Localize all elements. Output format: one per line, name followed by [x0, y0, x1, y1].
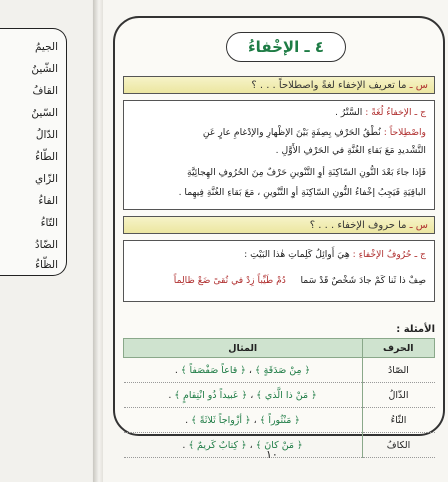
answer-line: [203, 127, 426, 138]
question-text: ما تعريف الإخفاء لغةً واصطلاحاً . . . ؟: [251, 80, 407, 91]
answer-line: فَإذا جاءَ بَعْدَ النُّونِ السّاكِنَةِ أوِ التَّنْوينِ حَرْفٌ مِنَ الحُرُوفِ الهِجائِيَّةِ: [187, 167, 426, 178]
answer-1-box: [123, 100, 435, 210]
answer-label: واصْطِلاحاً :: [383, 127, 426, 138]
verse-second-half: دُمْ طَيِّباً زِدْ في تُقىً ضَعْ ظالِماً: [173, 275, 286, 286]
answer-2-box: [123, 240, 435, 302]
row-examples: ﴿ مَنْثُوراً ﴾ ، ﴿ أزْواجاً ثَلاثَةً ﴾ .: [124, 408, 363, 433]
example-phrase: ﴿ مَنْثُوراً ﴾: [259, 414, 300, 426]
letter-item: الشّينُ: [31, 63, 58, 75]
letter-item: الدّالُ: [35, 129, 58, 141]
examples-heading: الأمثلة :: [396, 324, 435, 335]
letter-item: الزّاي: [34, 173, 58, 185]
table-row: [124, 358, 435, 383]
letter-item: الضّادُ: [34, 239, 58, 251]
question-label: س ـ: [409, 80, 428, 91]
table-row: [124, 433, 435, 458]
left-page: [0, 0, 92, 482]
row-letter: الكافُ: [362, 433, 435, 458]
row-examples: ﴿ مِنْ صَدَقَةٍ ﴾ ، ﴿ قاعاً صَفْصَفاً ﴾ .: [124, 358, 363, 383]
answer-label: ج ـ الإخفاءُ لُغَةً :: [365, 107, 426, 118]
row-examples: ﴿ مَنْ كانَ ﴾ ، ﴿ كِتابٌ كَريمٌ ﴾ .: [124, 433, 363, 458]
example-phrase: ﴿ مِنْ صَدَقَةٍ ﴾: [254, 364, 311, 376]
question-label: س ـ: [409, 220, 428, 231]
answer-label: ج ـ حُرُوفُ الإخْفاءِ :: [352, 249, 426, 260]
letter-item: الظّاءُ: [35, 259, 58, 271]
example-phrase: ﴿ مَنْ كانَ ﴾: [255, 439, 303, 451]
answer-line: الباقِيَةِ فَيَجِبُ إخْفاءُ النُّونِ السّاكِنَةِ أوِ التَّنْوينِ ، مَعَ بَقاءِ الغُنَّةِ فِيهِما .: [178, 187, 426, 198]
row-letter: الثّاءُ: [362, 408, 435, 433]
row-examples: ﴿ مَنْ ذا الَّذي ﴾ ، ﴿ عَبيداً ذُو انْتِقامٍ ﴾ .: [124, 383, 363, 408]
example-phrase: ﴿ أزْواجاً ثَلاثَةً ﴾: [191, 414, 251, 426]
column-header-letter: الحرف: [362, 339, 435, 358]
column-header-example: المثال: [124, 339, 363, 358]
question-2-bar: [123, 216, 435, 234]
answer-text: نُطْقُ الحَرْفِ بِصِفَةٍ بَيْنَ الإظْهارِ والإدْغامِ عارٍ عَنِ: [202, 127, 381, 138]
answer-line: [244, 249, 426, 260]
letter-item: الفاءُ: [38, 195, 58, 207]
lesson-frame: [113, 16, 445, 451]
example-phrase: ﴿ عَبيداً ذُو انْتِقامٍ ﴾: [174, 389, 248, 401]
letter-item: الجيمُ: [34, 41, 58, 53]
example-phrase: ﴿ مَنْ ذا الَّذي ﴾: [256, 389, 317, 401]
row-letter: الذّالُ: [362, 383, 435, 408]
verse-line: [174, 275, 426, 286]
right-page: [103, 0, 448, 482]
answer-line: التَّشْديدِ مَعَ بَقاءِ الغُنَّةِ في الحَرْفِ الأَوَّلِ .: [275, 145, 426, 156]
question-1-bar: [123, 76, 435, 94]
row-letter: الصّادُ: [362, 358, 435, 383]
lesson-title: ٤ ـ الإخْفاءُ: [226, 32, 346, 62]
answer-line: [335, 107, 426, 118]
page-number: ١٠: [266, 448, 278, 461]
verse-first-half: صِفْ ذا ثَنا كَمْ جادَ شَخْصٌ قَدْ سَما: [300, 275, 426, 286]
answer-text: السَّتْرُ .: [335, 107, 363, 118]
question-text: ما حروف الإخفاء . . . ؟: [309, 220, 407, 231]
examples-table: [123, 338, 435, 458]
example-phrase: ﴿ كِتابٌ كَريمٌ ﴾: [188, 439, 247, 451]
example-phrase: ﴿ قاعاً صَفْصَفاً ﴾: [180, 364, 246, 376]
answer-text: هِيَ أَوائِلُ كَلِماتِ هٰذا البَيْتِ :: [244, 249, 350, 260]
table-row: [124, 408, 435, 433]
letter-item: القافُ: [32, 85, 58, 97]
table-row: [124, 383, 435, 408]
letters-box: [0, 28, 67, 276]
letter-item: السّينُ: [31, 107, 58, 119]
book-spine: [93, 0, 103, 482]
letter-item: الطّاءُ: [35, 151, 58, 163]
letter-item: التّاءُ: [40, 217, 58, 229]
